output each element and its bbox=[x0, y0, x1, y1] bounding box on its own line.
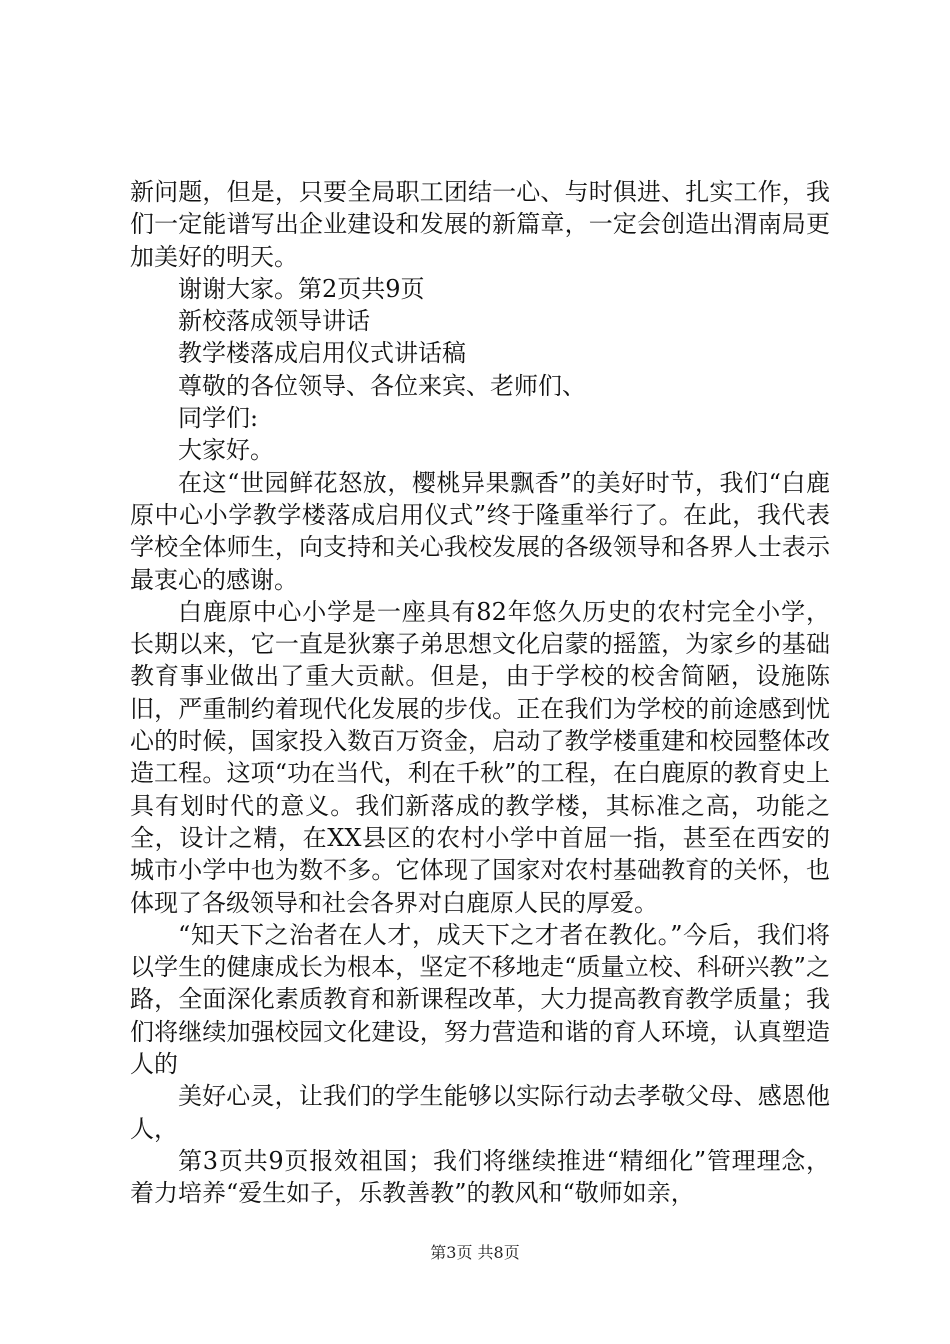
paragraph: 在这“世园鲜花怒放，樱桃异果飘香”的美好时节，我们“白鹿原中心小学教学楼落成启用仪式”终于隆重举行了。在此，我代表学校全体师生，向支持和关心我校发展的各级领导和各界人士表示最衷心的感谢。 bbox=[130, 468, 830, 594]
document-body bbox=[130, 176, 830, 1210]
paragraph: 教学楼落成启用仪式讲话稿 bbox=[178, 339, 466, 368]
paragraph: “知天下之治者在人才，成天下之才者在教化。”今后，我们将以学生的健康成长为根本，坚定不移地走“质量立校、科研兴教”之路，全面深化素质教育和新课程改革，大力提高教育教学质量；我们将继续加强校园文化建设，努力营造和谐的育人环境，认真塑造人的 bbox=[130, 920, 830, 1079]
paragraph: 尊敬的各位领导、各位来宾、老师们、 bbox=[178, 371, 586, 400]
paragraph: 谢谢大家。第2页共9页 bbox=[178, 274, 425, 303]
paragraph: 第3页共9页报效祖国；我们将继续推进“精细化”管理理念，着力培养“爱生如子，乐教善教”的教风和“敬师如亲， bbox=[130, 1146, 830, 1208]
paragraph: 同学们: bbox=[178, 404, 259, 433]
paragraph: 美好心灵，让我们的学生能够以实际行动去孝敬父母、感恩他人， bbox=[130, 1082, 830, 1143]
paragraph: 新问题，但是，只要全局职工团结一心、与时俱进、扎实工作，我们一定能谱写出企业建设和发展的新篇章，一定会创造出渭南局更加美好的明天。 bbox=[130, 178, 830, 271]
paragraph: 新校落成领导讲话 bbox=[178, 307, 370, 336]
paragraph: 大家好。 bbox=[178, 436, 274, 465]
page-footer: 第3页 共8页 bbox=[430, 1243, 520, 1262]
paragraph: 白鹿原中心小学是一座具有82年悠久历史的农村完全小学，长期以来，它一直是狄寨子弟思想文化启蒙的摇篮，为家乡的基础教育事业做出了重大贡献。但是，由于学校的校舍简陋，设施陈旧，严重制约着现代化发展的步伐。正在我们为学校的前途感到忧心的时候，国家投入数百万资金，启动了教学楼重建和校园整体改造工程。这项“功在当代，利在千秋”的工程，在白鹿原的教育史上具有划时代的意义。我们新落成的教学楼，其标准之高，功能之全，设计之精，在XX县区的农村小学中首屈一指，甚至在西安的城市小学中也为数不多。它体现了国家对农村基础教育的关怀，也体现了各级领导和社会各界对白鹿原人民的厚爱。 bbox=[130, 597, 830, 917]
